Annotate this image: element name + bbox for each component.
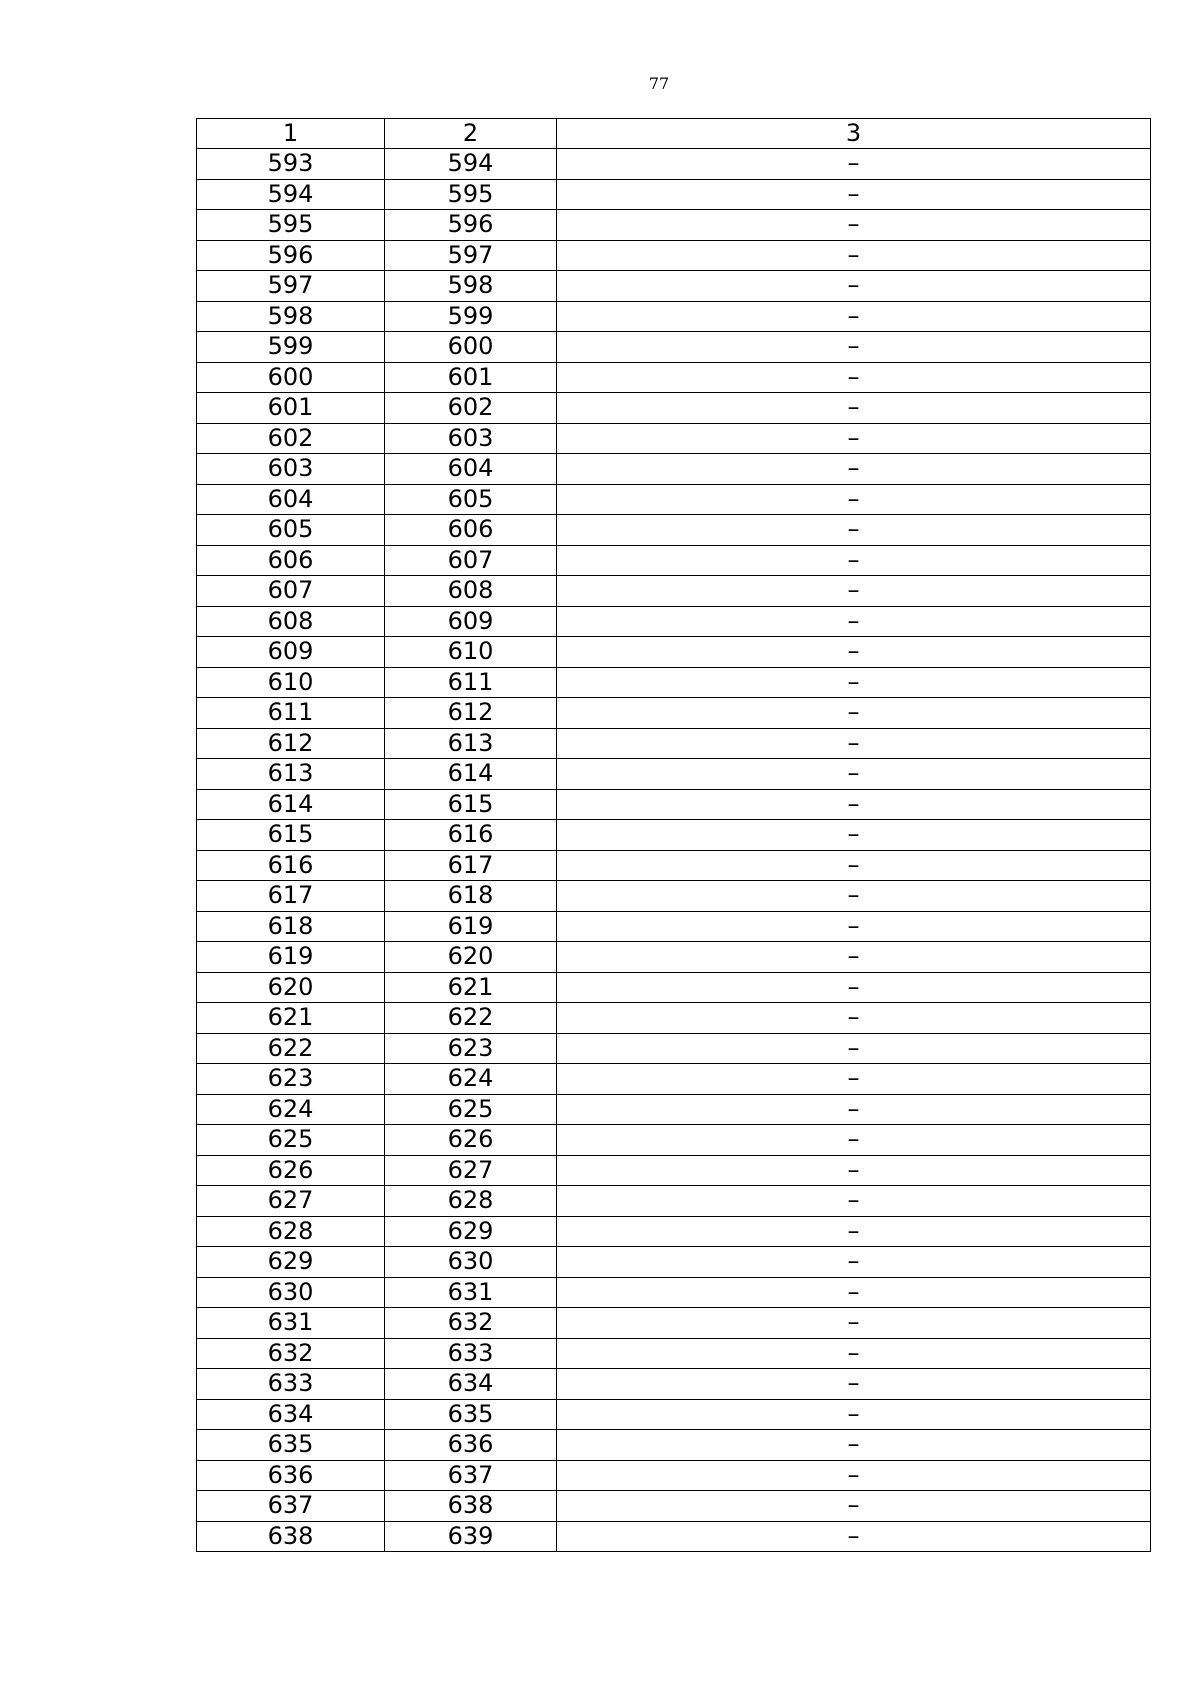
- cell-col-3: –: [557, 1155, 1151, 1186]
- cell-col-3: –: [557, 1338, 1151, 1369]
- table-row: [197, 1460, 1151, 1491]
- cell-col-1: 629: [197, 1247, 385, 1278]
- cell-col-3: –: [557, 881, 1151, 912]
- cell-col-1: 597: [197, 271, 385, 302]
- cell-col-3: –: [557, 1033, 1151, 1064]
- cell-col-2: 608: [385, 576, 557, 607]
- table-body: [197, 119, 1151, 1552]
- cell-col-1: 605: [197, 515, 385, 546]
- cell-col-1: 624: [197, 1094, 385, 1125]
- cell-col-1: 631: [197, 1308, 385, 1339]
- cell-col-2: 627: [385, 1155, 557, 1186]
- cell-col-2: 598: [385, 271, 557, 302]
- table-row: [197, 1369, 1151, 1400]
- table-header-row: [197, 119, 1151, 149]
- table-row: [197, 545, 1151, 576]
- cell-col-3: –: [557, 820, 1151, 851]
- table-row: [197, 1216, 1151, 1247]
- cell-col-1: 638: [197, 1521, 385, 1552]
- cell-col-3: –: [557, 728, 1151, 759]
- cell-col-1: 603: [197, 454, 385, 485]
- cell-col-3: –: [557, 972, 1151, 1003]
- table-row: [197, 606, 1151, 637]
- table-row: [197, 271, 1151, 302]
- table-row: [197, 850, 1151, 881]
- cell-col-3: –: [557, 484, 1151, 515]
- cell-col-2: 638: [385, 1491, 557, 1522]
- table-row: [197, 149, 1151, 180]
- cell-col-1: 632: [197, 1338, 385, 1369]
- cell-col-1: 610: [197, 667, 385, 698]
- cell-col-2: 613: [385, 728, 557, 759]
- cell-col-2: 620: [385, 942, 557, 973]
- table-row: [197, 1399, 1151, 1430]
- table-row: [197, 1308, 1151, 1339]
- cell-col-3: –: [557, 1186, 1151, 1217]
- table-row: [197, 942, 1151, 973]
- cell-col-2: 633: [385, 1338, 557, 1369]
- table-row: [197, 820, 1151, 851]
- cell-col-1: 630: [197, 1277, 385, 1308]
- page-number: 77: [648, 74, 670, 93]
- cell-col-1: 625: [197, 1125, 385, 1156]
- table-row: [197, 423, 1151, 454]
- cell-col-1: 608: [197, 606, 385, 637]
- cell-col-2: 623: [385, 1033, 557, 1064]
- cell-col-2: 616: [385, 820, 557, 851]
- table-row: [197, 728, 1151, 759]
- cell-col-2: 618: [385, 881, 557, 912]
- cell-col-3: –: [557, 1430, 1151, 1461]
- table-row: [197, 759, 1151, 790]
- cell-col-1: 609: [197, 637, 385, 668]
- cell-col-2: 631: [385, 1277, 557, 1308]
- cell-col-1: 622: [197, 1033, 385, 1064]
- cell-col-1: 633: [197, 1369, 385, 1400]
- cell-col-1: 614: [197, 789, 385, 820]
- table-row: [197, 637, 1151, 668]
- table-row: [197, 210, 1151, 241]
- cell-col-2: 635: [385, 1399, 557, 1430]
- cell-col-1: 623: [197, 1064, 385, 1095]
- table-row: [197, 454, 1151, 485]
- cell-col-2: 611: [385, 667, 557, 698]
- cell-col-1: 626: [197, 1155, 385, 1186]
- cell-col-3: –: [557, 1308, 1151, 1339]
- cell-col-2: 610: [385, 637, 557, 668]
- table-row: [197, 240, 1151, 271]
- table-row: [197, 667, 1151, 698]
- table-row: [197, 484, 1151, 515]
- cell-col-1: 619: [197, 942, 385, 973]
- table-row: [197, 1003, 1151, 1034]
- cell-col-1: 604: [197, 484, 385, 515]
- cell-col-1: 599: [197, 332, 385, 363]
- cell-col-1: 617: [197, 881, 385, 912]
- cell-col-2: 599: [385, 301, 557, 332]
- header-cell-col-3: 3: [557, 119, 1151, 149]
- cell-col-2: 621: [385, 972, 557, 1003]
- cell-col-2: 595: [385, 179, 557, 210]
- cell-col-2: 602: [385, 393, 557, 424]
- cell-col-3: –: [557, 911, 1151, 942]
- cell-col-1: 618: [197, 911, 385, 942]
- header-cell-col-1: 1: [197, 119, 385, 149]
- cell-col-3: –: [557, 789, 1151, 820]
- cell-col-1: 594: [197, 179, 385, 210]
- table-row: [197, 1064, 1151, 1095]
- cell-col-3: –: [557, 515, 1151, 546]
- cell-col-3: –: [557, 332, 1151, 363]
- cell-col-2: 634: [385, 1369, 557, 1400]
- cell-col-1: 595: [197, 210, 385, 241]
- cell-col-3: –: [557, 210, 1151, 241]
- cell-col-2: 600: [385, 332, 557, 363]
- cell-col-3: –: [557, 301, 1151, 332]
- table-row: [197, 1491, 1151, 1522]
- cell-col-3: –: [557, 545, 1151, 576]
- table-row: [197, 1155, 1151, 1186]
- cell-col-2: 632: [385, 1308, 557, 1339]
- data-table: [196, 118, 1151, 1552]
- cell-col-1: 616: [197, 850, 385, 881]
- cell-col-1: 600: [197, 362, 385, 393]
- cell-col-1: 602: [197, 423, 385, 454]
- cell-col-2: 594: [385, 149, 557, 180]
- cell-col-2: 629: [385, 1216, 557, 1247]
- cell-col-1: 598: [197, 301, 385, 332]
- cell-col-1: 635: [197, 1430, 385, 1461]
- cell-col-2: 601: [385, 362, 557, 393]
- cell-col-3: –: [557, 1247, 1151, 1278]
- cell-col-2: 612: [385, 698, 557, 729]
- cell-col-3: –: [557, 942, 1151, 973]
- table-row: [197, 1125, 1151, 1156]
- table-row: [197, 1430, 1151, 1461]
- cell-col-3: –: [557, 1460, 1151, 1491]
- table-row: [197, 911, 1151, 942]
- cell-col-1: 611: [197, 698, 385, 729]
- cell-col-1: 636: [197, 1460, 385, 1491]
- cell-col-3: –: [557, 576, 1151, 607]
- cell-col-1: 620: [197, 972, 385, 1003]
- cell-col-2: 605: [385, 484, 557, 515]
- cell-col-1: 615: [197, 820, 385, 851]
- cell-col-1: 628: [197, 1216, 385, 1247]
- cell-col-3: –: [557, 1277, 1151, 1308]
- cell-col-3: –: [557, 1216, 1151, 1247]
- table-row: [197, 789, 1151, 820]
- cell-col-2: 636: [385, 1430, 557, 1461]
- cell-col-1: 634: [197, 1399, 385, 1430]
- table-row: [197, 515, 1151, 546]
- table-row: [197, 301, 1151, 332]
- cell-col-2: 639: [385, 1521, 557, 1552]
- table-row: [197, 1033, 1151, 1064]
- table-row: [197, 179, 1151, 210]
- table-row: [197, 1521, 1151, 1552]
- cell-col-3: –: [557, 393, 1151, 424]
- table-row: [197, 1247, 1151, 1278]
- cell-col-2: 624: [385, 1064, 557, 1095]
- cell-col-3: –: [557, 606, 1151, 637]
- cell-col-1: 612: [197, 728, 385, 759]
- table-row: [197, 1338, 1151, 1369]
- cell-col-2: 619: [385, 911, 557, 942]
- cell-col-1: 606: [197, 545, 385, 576]
- cell-col-3: –: [557, 637, 1151, 668]
- cell-col-3: –: [557, 149, 1151, 180]
- table-row: [197, 698, 1151, 729]
- table-row: [197, 576, 1151, 607]
- cell-col-3: –: [557, 1521, 1151, 1552]
- table-row: [197, 393, 1151, 424]
- cell-col-2: 604: [385, 454, 557, 485]
- cell-col-3: –: [557, 850, 1151, 881]
- cell-col-3: –: [557, 1003, 1151, 1034]
- cell-col-3: –: [557, 1064, 1151, 1095]
- cell-col-2: 617: [385, 850, 557, 881]
- cell-col-2: 626: [385, 1125, 557, 1156]
- cell-col-3: –: [557, 667, 1151, 698]
- cell-col-3: –: [557, 423, 1151, 454]
- table-row: [197, 332, 1151, 363]
- table-row: [197, 881, 1151, 912]
- table-row: [197, 1094, 1151, 1125]
- cell-col-2: 628: [385, 1186, 557, 1217]
- cell-col-3: –: [557, 1399, 1151, 1430]
- cell-col-2: 603: [385, 423, 557, 454]
- cell-col-3: –: [557, 698, 1151, 729]
- cell-col-2: 615: [385, 789, 557, 820]
- cell-col-2: 609: [385, 606, 557, 637]
- table-row: [197, 1277, 1151, 1308]
- cell-col-3: –: [557, 362, 1151, 393]
- cell-col-3: –: [557, 1491, 1151, 1522]
- cell-col-1: 613: [197, 759, 385, 790]
- cell-col-1: 596: [197, 240, 385, 271]
- table-row: [197, 972, 1151, 1003]
- cell-col-3: –: [557, 1094, 1151, 1125]
- cell-col-3: –: [557, 271, 1151, 302]
- cell-col-1: 627: [197, 1186, 385, 1217]
- cell-col-2: 625: [385, 1094, 557, 1125]
- cell-col-2: 597: [385, 240, 557, 271]
- cell-col-3: –: [557, 240, 1151, 271]
- cell-col-2: 637: [385, 1460, 557, 1491]
- cell-col-2: 622: [385, 1003, 557, 1034]
- cell-col-1: 601: [197, 393, 385, 424]
- cell-col-1: 637: [197, 1491, 385, 1522]
- header-cell-col-2: 2: [385, 119, 557, 149]
- cell-col-3: –: [557, 1125, 1151, 1156]
- cell-col-1: 621: [197, 1003, 385, 1034]
- cell-col-2: 630: [385, 1247, 557, 1278]
- cell-col-2: 614: [385, 759, 557, 790]
- cell-col-3: –: [557, 1369, 1151, 1400]
- cell-col-3: –: [557, 179, 1151, 210]
- cell-col-2: 607: [385, 545, 557, 576]
- table-row: [197, 1186, 1151, 1217]
- cell-col-2: 596: [385, 210, 557, 241]
- cell-col-1: 593: [197, 149, 385, 180]
- cell-col-2: 606: [385, 515, 557, 546]
- cell-col-1: 607: [197, 576, 385, 607]
- cell-col-3: –: [557, 454, 1151, 485]
- cell-col-3: –: [557, 759, 1151, 790]
- table-row: [197, 362, 1151, 393]
